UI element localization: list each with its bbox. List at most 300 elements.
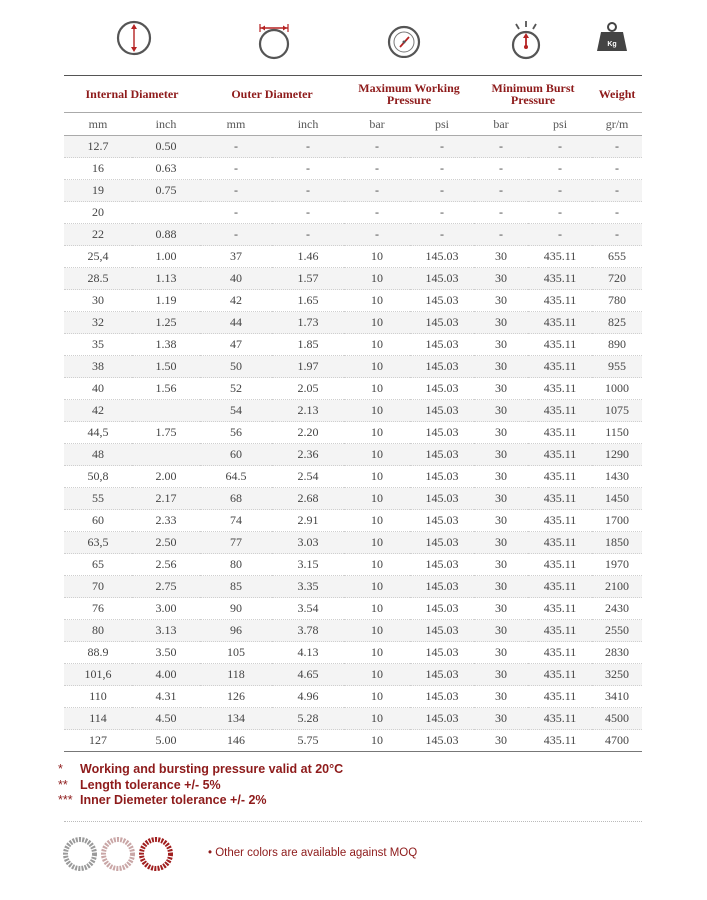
table-cell: 145.03 (410, 664, 474, 686)
table-cell: 3410 (592, 686, 642, 708)
table-cell: 4.31 (132, 686, 200, 708)
table-cell: 3.00 (132, 598, 200, 620)
table-cell: 4700 (592, 730, 642, 752)
table-row (64, 378, 642, 400)
table-row (64, 180, 642, 202)
table-cell: 42 (64, 400, 132, 422)
table-cell: 1.75 (132, 422, 200, 444)
table-cell: 4.96 (272, 686, 344, 708)
table-cell: 145.03 (410, 400, 474, 422)
table-cell: 435.11 (528, 246, 592, 268)
table-cell: 10 (344, 510, 410, 532)
table-cell: 4.13 (272, 642, 344, 664)
footnote-marker: * (58, 762, 63, 776)
table-cell: 145.03 (410, 642, 474, 664)
table-cell: 435.11 (528, 422, 592, 444)
table-cell: 30 (474, 686, 528, 708)
header-internal-diameter: Internal Diameter (85, 87, 179, 101)
table-cell: 10 (344, 356, 410, 378)
table-cell: 2.54 (272, 466, 344, 488)
table-cell: 1000 (592, 378, 642, 400)
table-cell: - (272, 158, 344, 180)
table-cell: 655 (592, 246, 642, 268)
table-cell: - (200, 202, 272, 224)
table-cell: - (344, 224, 410, 246)
table-cell: - (200, 136, 272, 158)
table-cell: 4500 (592, 708, 642, 730)
table-cell: - (272, 224, 344, 246)
table-cell: - (592, 158, 642, 180)
table-cell: 1075 (592, 400, 642, 422)
table-cell: - (474, 224, 528, 246)
table-cell: 30 (474, 466, 528, 488)
table-cell: 0.63 (132, 158, 200, 180)
table-cell: 145.03 (410, 378, 474, 400)
table-cell: 10 (344, 642, 410, 664)
table-row (64, 290, 642, 312)
table-cell: 2.56 (132, 554, 200, 576)
table-cell: - (344, 180, 410, 202)
table-cell: 30 (474, 510, 528, 532)
table-cell: 10 (344, 488, 410, 510)
table-cell: 30 (474, 532, 528, 554)
table-cell: - (474, 180, 528, 202)
table-cell: 1150 (592, 422, 642, 444)
table-cell: 56 (200, 422, 272, 444)
table-cell: 2.91 (272, 510, 344, 532)
table-cell: - (592, 202, 642, 224)
table-cell: 3.54 (272, 598, 344, 620)
table-cell: 80 (200, 554, 272, 576)
table-cell: 10 (344, 246, 410, 268)
table-cell: 85 (200, 576, 272, 598)
table-row (64, 422, 642, 444)
table-cell: 30 (474, 598, 528, 620)
table-cell: 955 (592, 356, 642, 378)
table-cell: 90 (200, 598, 272, 620)
table-cell: - (528, 202, 592, 224)
table-cell: 435.11 (528, 598, 592, 620)
table-cell: 10 (344, 400, 410, 422)
table-cell: 48 (64, 444, 132, 466)
table-cell: 1.50 (132, 356, 200, 378)
table-row (64, 488, 642, 510)
table-cell: 720 (592, 268, 642, 290)
table-row (64, 510, 642, 532)
table-cell: 825 (592, 312, 642, 334)
table-cell: 1430 (592, 466, 642, 488)
table-row (64, 554, 642, 576)
header-min-burst-pressure-line2: Pressure (510, 93, 556, 107)
table-cell: - (200, 158, 272, 180)
swatch-red (142, 840, 171, 869)
table-cell: 145.03 (410, 268, 474, 290)
table-cell: 3.15 (272, 554, 344, 576)
table-cell: - (474, 136, 528, 158)
table-cell: 30 (474, 268, 528, 290)
table-cell: - (528, 224, 592, 246)
table-cell: 30 (474, 554, 528, 576)
table-cell: 40 (64, 378, 132, 400)
table-cell: 5.28 (272, 708, 344, 730)
table-cell: 5.75 (272, 730, 344, 752)
swatch-grey (66, 840, 95, 869)
table-cell: - (272, 180, 344, 202)
table-row (64, 444, 642, 466)
table-cell: 145.03 (410, 532, 474, 554)
table-cell: 2.36 (272, 444, 344, 466)
table-cell: 10 (344, 686, 410, 708)
table-cell: 435.11 (528, 510, 592, 532)
table-cell: - (410, 136, 474, 158)
unit-cell: bar (344, 113, 410, 136)
table-cell: 22 (64, 224, 132, 246)
unit-cell: inch (132, 113, 200, 136)
table-row (64, 730, 642, 752)
table-cell: 1850 (592, 532, 642, 554)
table-cell: 2.33 (132, 510, 200, 532)
table-cell: 1970 (592, 554, 642, 576)
moq-note: • Other colors are available against MOQ (208, 847, 418, 859)
table-cell: 88.9 (64, 642, 132, 664)
table-cell: 10 (344, 378, 410, 400)
table-cell: 60 (200, 444, 272, 466)
footnote-marker: ** (58, 777, 68, 792)
table-row (64, 202, 642, 224)
table-row (64, 268, 642, 290)
header-row (64, 76, 642, 113)
footnote-1 (58, 762, 343, 778)
table-cell: 68 (200, 488, 272, 510)
table-cell: 42 (200, 290, 272, 312)
table-cell: 30 (474, 620, 528, 642)
unit-cell: psi (410, 113, 474, 136)
table-cell: 145.03 (410, 708, 474, 730)
table-cell (132, 400, 200, 422)
footnote-marker: *** (58, 793, 73, 807)
table-cell: 435.11 (528, 268, 592, 290)
table-cell: 4.65 (272, 664, 344, 686)
weight-icon (592, 18, 632, 58)
footnote-text: Length tolerance +/- 5% (80, 777, 221, 792)
burst-gauge-icon (504, 18, 548, 62)
table-cell: 16 (64, 158, 132, 180)
table-cell: 435.11 (528, 730, 592, 752)
table-cell: 1.38 (132, 334, 200, 356)
table-cell: 105 (200, 642, 272, 664)
table-cell: 0.88 (132, 224, 200, 246)
table-cell: - (592, 136, 642, 158)
table-cell: 3250 (592, 664, 642, 686)
table-cell: 3.35 (272, 576, 344, 598)
table-row (64, 686, 642, 708)
table-cell: 54 (200, 400, 272, 422)
table-cell: 10 (344, 598, 410, 620)
table-cell: 30 (474, 290, 528, 312)
table-row (64, 576, 642, 598)
table-cell: 40 (200, 268, 272, 290)
table-cell: 145.03 (410, 356, 474, 378)
table-cell: 145.03 (410, 598, 474, 620)
unit-cell: psi (528, 113, 592, 136)
table-cell: - (344, 136, 410, 158)
table-cell: 3.03 (272, 532, 344, 554)
table-cell: 1.25 (132, 312, 200, 334)
table-cell: 2550 (592, 620, 642, 642)
outer-diameter-icon (254, 18, 294, 60)
table-cell: 10 (344, 334, 410, 356)
table-row (64, 708, 642, 730)
table-cell: 2.50 (132, 532, 200, 554)
table-cell: 96 (200, 620, 272, 642)
table-cell: 10 (344, 554, 410, 576)
footnote-text: Inner Diemeter tolerance +/- 2% (80, 793, 267, 807)
unit-cell: mm (200, 113, 272, 136)
header-max-working-pressure (344, 76, 474, 113)
table-cell: 10 (344, 422, 410, 444)
table-cell: 30 (474, 422, 528, 444)
table-cell: 63,5 (64, 532, 132, 554)
table-cell: - (528, 180, 592, 202)
table-cell: 3.13 (132, 620, 200, 642)
table-cell: 10 (344, 708, 410, 730)
header-max-working-pressure-line1: Maximum Working (358, 81, 460, 95)
swatch-pink (104, 840, 133, 869)
table-cell: 52 (200, 378, 272, 400)
table-cell: 1.56 (132, 378, 200, 400)
table-cell: 64.5 (200, 466, 272, 488)
unit-cell: mm (64, 113, 132, 136)
table-cell: - (528, 136, 592, 158)
table-cell: 37 (200, 246, 272, 268)
inner-diameter-icon (114, 18, 154, 58)
table-cell: 435.11 (528, 554, 592, 576)
table-cell: 435.11 (528, 378, 592, 400)
table-row (64, 664, 642, 686)
table-cell: 2.20 (272, 422, 344, 444)
table-cell: 80 (64, 620, 132, 642)
table-cell: 435.11 (528, 708, 592, 730)
table-cell: 10 (344, 290, 410, 312)
table-cell: 10 (344, 466, 410, 488)
table-cell: 30 (474, 378, 528, 400)
table-cell: 30 (474, 664, 528, 686)
table-row (64, 532, 642, 554)
table-cell: 10 (344, 576, 410, 598)
table-cell: 435.11 (528, 444, 592, 466)
table-cell: 30 (474, 400, 528, 422)
table-cell: 76 (64, 598, 132, 620)
table-row (64, 246, 642, 268)
table-cell: 50,8 (64, 466, 132, 488)
table-row (64, 598, 642, 620)
table-cell: 30 (474, 642, 528, 664)
table-cell: 145.03 (410, 686, 474, 708)
table-cell: 435.11 (528, 488, 592, 510)
footer-divider (64, 821, 642, 822)
table-cell: 1450 (592, 488, 642, 510)
unit-cell: inch (272, 113, 344, 136)
table-row (64, 466, 642, 488)
table-cell: 1.19 (132, 290, 200, 312)
table-cell: - (474, 202, 528, 224)
table-cell: 134 (200, 708, 272, 730)
table-cell: 30 (474, 708, 528, 730)
table-cell: - (272, 136, 344, 158)
units-row (64, 113, 642, 136)
header-min-burst-pressure (474, 76, 592, 113)
table-cell: 435.11 (528, 620, 592, 642)
table-cell: 30 (474, 730, 528, 752)
table-cell: 435.11 (528, 466, 592, 488)
table-cell: 50 (200, 356, 272, 378)
table-cell: 435.11 (528, 334, 592, 356)
table-cell: 2830 (592, 642, 642, 664)
table-cell (132, 202, 200, 224)
table-cell: 2.00 (132, 466, 200, 488)
table-cell: 1.73 (272, 312, 344, 334)
table-cell: 65 (64, 554, 132, 576)
table-cell: 28.5 (64, 268, 132, 290)
table-cell: 35 (64, 334, 132, 356)
table-cell: 32 (64, 312, 132, 334)
table-row (64, 224, 642, 246)
footnote-text: Working and bursting pressure valid at 20°C (80, 762, 344, 776)
table-cell: 145.03 (410, 488, 474, 510)
table-cell: 1700 (592, 510, 642, 532)
table-cell: 30 (474, 312, 528, 334)
unit-cell: gr/m (592, 113, 642, 136)
header-min-burst-pressure-line1: Minimum Burst (491, 81, 575, 95)
table-cell: 30 (474, 334, 528, 356)
table-cell: 10 (344, 532, 410, 554)
table-cell: 101,6 (64, 664, 132, 686)
table-cell: 435.11 (528, 576, 592, 598)
table-cell: 1.00 (132, 246, 200, 268)
table-cell: - (592, 180, 642, 202)
table-cell: 4.00 (132, 664, 200, 686)
table-cell: 145.03 (410, 422, 474, 444)
table-cell: 30 (474, 246, 528, 268)
table-cell: 38 (64, 356, 132, 378)
table-cell: 44 (200, 312, 272, 334)
table-cell: - (344, 158, 410, 180)
table-cell: 10 (344, 664, 410, 686)
table-cell: 30 (474, 444, 528, 466)
table-cell: 145.03 (410, 334, 474, 356)
table-cell: 30 (474, 488, 528, 510)
table-cell: 145.03 (410, 510, 474, 532)
table-cell: 1.85 (272, 334, 344, 356)
table-cell: 12.7 (64, 136, 132, 158)
spec-table-body (64, 136, 642, 752)
table-cell: 2.13 (272, 400, 344, 422)
pressure-gauge-icon (384, 18, 424, 58)
unit-cell: bar (474, 113, 528, 136)
table-row (64, 312, 642, 334)
table-cell: - (528, 158, 592, 180)
table-cell: - (200, 224, 272, 246)
table-cell (132, 444, 200, 466)
header-weight: Weight (598, 87, 636, 101)
table-cell: 126 (200, 686, 272, 708)
table-cell: 10 (344, 312, 410, 334)
table-cell: 0.50 (132, 136, 200, 158)
table-cell: 0.75 (132, 180, 200, 202)
hose-spec-table (64, 76, 642, 752)
table-cell: 3.78 (272, 620, 344, 642)
table-cell: 20 (64, 202, 132, 224)
table-cell: 435.11 (528, 290, 592, 312)
weight-icon-label: Kg (607, 41, 617, 48)
table-cell: 25,4 (64, 246, 132, 268)
table-cell: 10 (344, 444, 410, 466)
table-cell: 47 (200, 334, 272, 356)
table-cell: 890 (592, 334, 642, 356)
table-cell: - (410, 202, 474, 224)
table-cell: 145.03 (410, 554, 474, 576)
table-row (64, 334, 642, 356)
header-max-working-pressure-line2: Pressure (386, 93, 432, 107)
table-row (64, 136, 642, 158)
table-cell: 145.03 (410, 620, 474, 642)
table-cell: 70 (64, 576, 132, 598)
table-cell: 77 (200, 532, 272, 554)
table-cell: 780 (592, 290, 642, 312)
footnote-2 (58, 778, 343, 794)
table-cell: 74 (200, 510, 272, 532)
table-row (64, 356, 642, 378)
table-cell: 10 (344, 268, 410, 290)
table-cell: 114 (64, 708, 132, 730)
table-cell: 1.57 (272, 268, 344, 290)
table-cell: 10 (344, 620, 410, 642)
table-cell: 435.11 (528, 532, 592, 554)
footnotes (58, 762, 343, 809)
table-cell: 2430 (592, 598, 642, 620)
table-cell: 435.11 (528, 356, 592, 378)
table-cell: 3.50 (132, 642, 200, 664)
table-cell: 2.17 (132, 488, 200, 510)
table-row (64, 620, 642, 642)
table-cell: 145.03 (410, 466, 474, 488)
table-cell: 2.68 (272, 488, 344, 510)
table-cell: 118 (200, 664, 272, 686)
table-cell: 435.11 (528, 642, 592, 664)
table-cell: - (474, 158, 528, 180)
table-cell: 2100 (592, 576, 642, 598)
table-cell: 435.11 (528, 400, 592, 422)
table-cell: - (410, 224, 474, 246)
table-cell: 60 (64, 510, 132, 532)
table-cell: 55 (64, 488, 132, 510)
header-outer-diameter: Outer Diameter (231, 87, 313, 101)
table-cell: 145.03 (410, 290, 474, 312)
table-cell: 145.03 (410, 730, 474, 752)
table-cell: 1.97 (272, 356, 344, 378)
table-cell: 435.11 (528, 664, 592, 686)
table-cell: 5.00 (132, 730, 200, 752)
table-cell: 110 (64, 686, 132, 708)
table-cell: 30 (64, 290, 132, 312)
table-cell: - (410, 180, 474, 202)
table-cell: 1.65 (272, 290, 344, 312)
table-cell: 127 (64, 730, 132, 752)
table-cell: 2.75 (132, 576, 200, 598)
table-cell: - (200, 180, 272, 202)
table-cell: - (272, 202, 344, 224)
table-cell: 19 (64, 180, 132, 202)
